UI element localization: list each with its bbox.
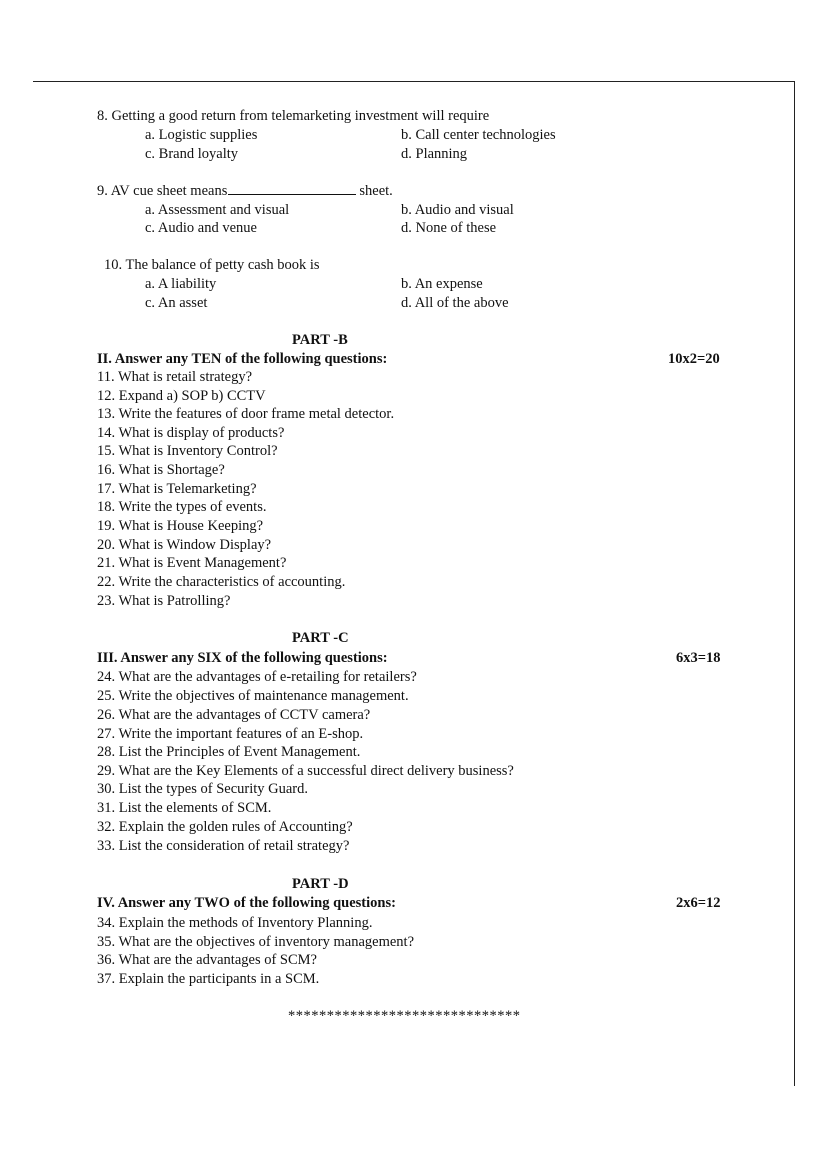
question-8: 8. Getting a good return from telemarketing investment will require (97, 108, 490, 124)
question-item: 24. What are the advantages of e-retailing for retailers? (97, 669, 417, 685)
question-item: 13. Write the features of door frame metal detector. (97, 406, 395, 422)
question-item: 31. List the elements of SCM. (97, 800, 272, 816)
answer-blank (228, 182, 356, 195)
question-item: 30. List the types of Security Guard. (97, 781, 309, 797)
part-c-marks: 6x3=18 (676, 650, 721, 666)
question-item: 29. What are the Key Elements of a successful direct delivery business? (97, 763, 514, 779)
part-c-instruction: III. Answer any SIX of the following questions: (97, 650, 388, 666)
question-item: 11. What is retail strategy? (97, 369, 253, 385)
question-item: 32. Explain the golden rules of Accounting? (97, 819, 353, 835)
question-item: 19. What is House Keeping? (97, 518, 264, 534)
question-item: 34. Explain the methods of Inventory Planning. (97, 915, 373, 931)
question-item: 33. List the consideration of retail strategy? (97, 838, 350, 854)
option-8a: a. Logistic supplies (145, 127, 258, 143)
part-b-instruction: II. Answer any TEN of the following questions: (97, 351, 388, 367)
option-10a: a. A liability (145, 276, 217, 292)
question-10: 10. The balance of petty cash book is (104, 257, 320, 273)
part-d-instruction: IV. Answer any TWO of the following questions: (97, 895, 396, 911)
option-8c: c. Brand loyalty (145, 146, 239, 162)
part-d-title: PART -D (292, 876, 349, 892)
option-10b: b. An expense (401, 276, 483, 292)
option-10d: d. All of the above (401, 295, 509, 311)
question-item: 20. What is Window Display? (97, 537, 272, 553)
question-9-suffix: sheet. (359, 183, 393, 199)
question-item: 22. Write the characteristics of accounting. (97, 574, 346, 590)
option-9c: c. Audio and venue (145, 220, 257, 236)
question-item: 36. What are the advantages of SCM? (97, 952, 317, 968)
option-9a: a. Assessment and visual (145, 202, 290, 218)
question-item: 27. Write the important features of an E-shop. (97, 726, 364, 742)
question-item: 23. What is Patrolling? (97, 593, 231, 609)
right-rule (794, 81, 795, 1086)
part-b-title: PART -B (292, 332, 348, 348)
question-item: 28. List the Principles of Event Management. (97, 744, 361, 760)
question-item: 26. What are the advantages of CCTV camera? (97, 707, 371, 723)
question-item: 12. Expand a) SOP b) CCTV (97, 388, 266, 404)
question-item: 21. What is Event Management? (97, 555, 287, 571)
question-item: 18. Write the types of events. (97, 499, 267, 515)
option-8b: b. Call center technologies (401, 127, 556, 143)
question-item: 25. Write the objectives of maintenance management. (97, 688, 409, 704)
question-item: 15. What is Inventory Control? (97, 443, 278, 459)
part-b-marks: 10x2=20 (668, 351, 720, 367)
question-item: 35. What are the objectives of inventory management? (97, 934, 415, 950)
question-item: 14. What is display of products? (97, 425, 285, 441)
question-item: 37. Explain the participants in a SCM. (97, 971, 320, 987)
question-9-prefix: 9. AV cue sheet means (97, 183, 228, 199)
option-9d: d. None of these (401, 220, 497, 236)
option-8d: d. Planning (401, 146, 468, 162)
top-rule (33, 81, 795, 82)
question-item: 17. What is Telemarketing? (97, 481, 257, 497)
end-of-paper-stars: ****************************** (288, 1008, 521, 1024)
part-c-title: PART -C (292, 630, 349, 646)
part-d-marks: 2x6=12 (676, 895, 721, 911)
option-9b: b. Audio and visual (401, 202, 514, 218)
option-10c: c. An asset (145, 295, 208, 311)
question-9 (97, 182, 393, 200)
question-item: 16. What is Shortage? (97, 462, 225, 478)
